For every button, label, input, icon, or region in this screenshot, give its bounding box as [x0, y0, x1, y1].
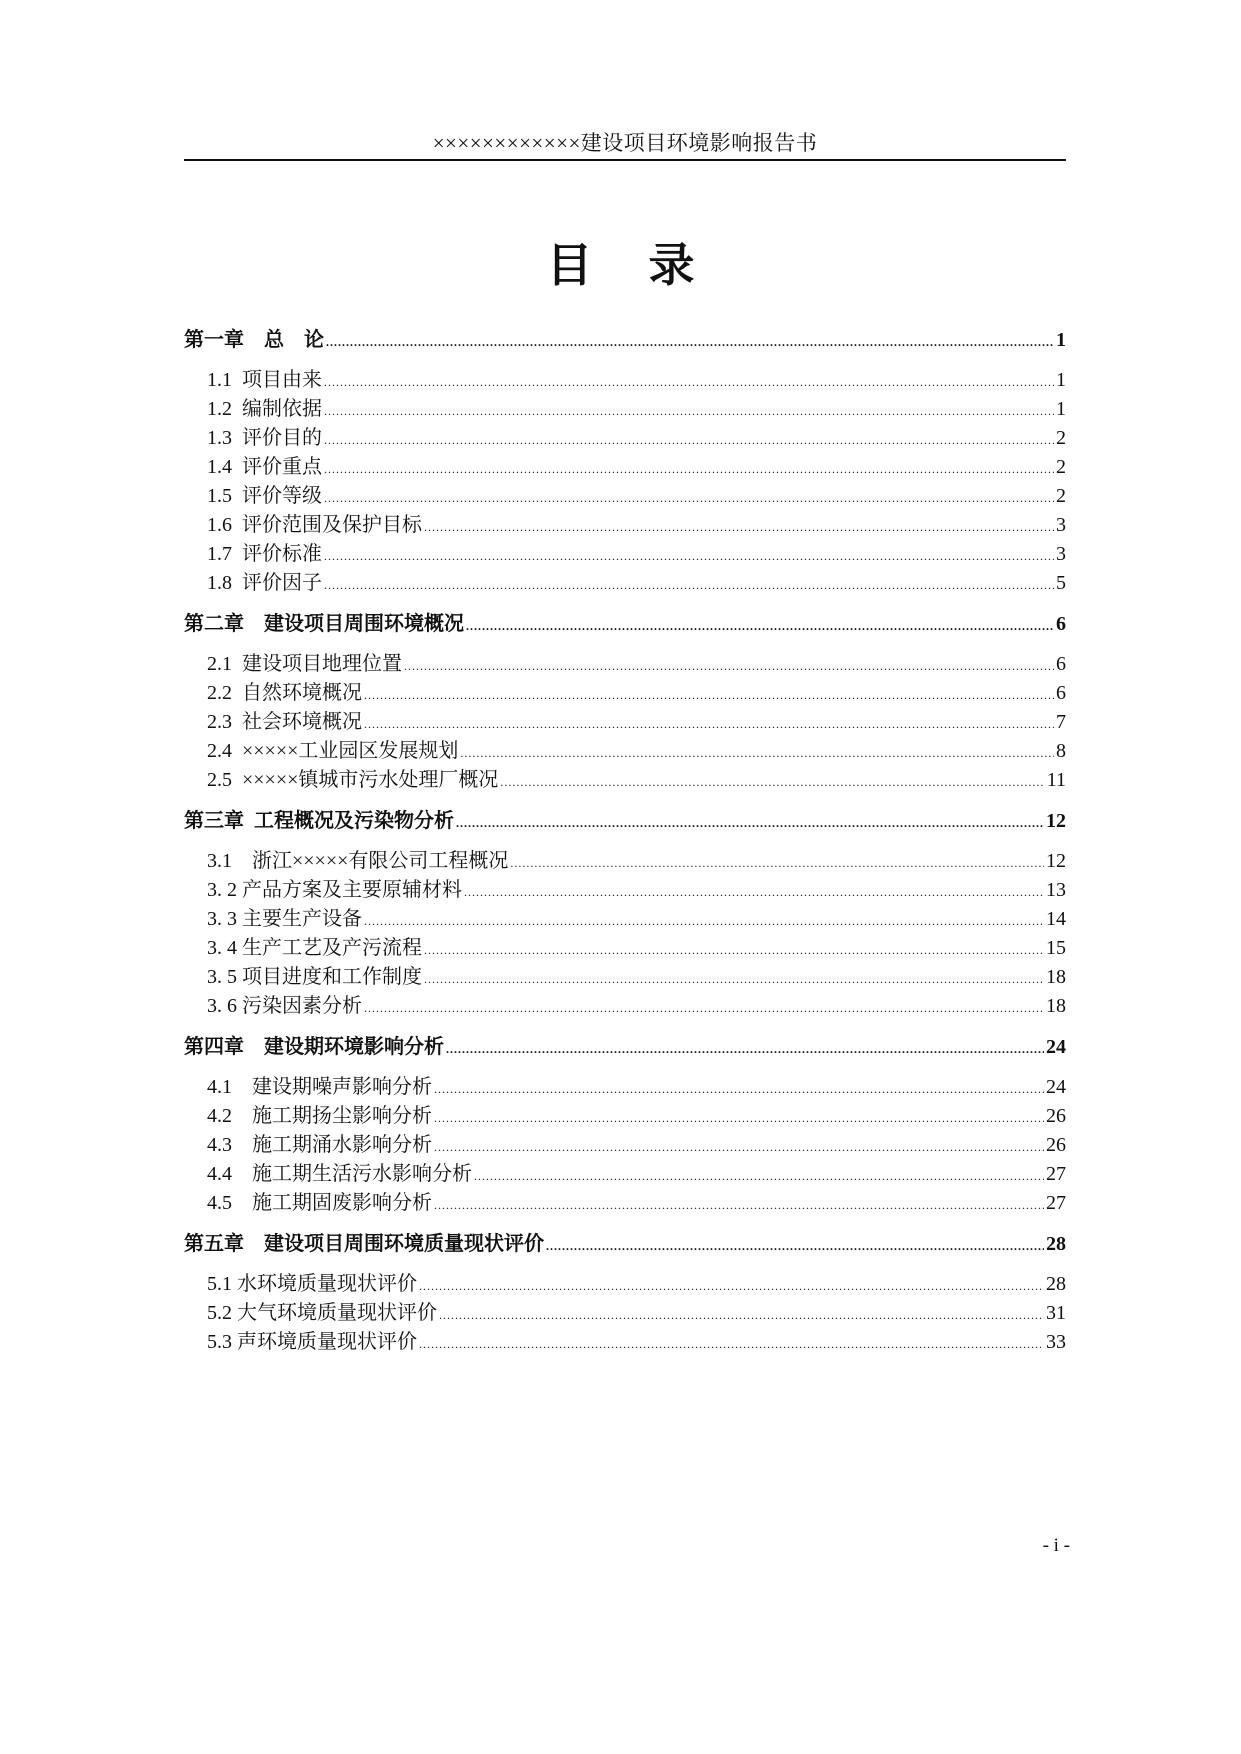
toc-section-entry[interactable] [184, 904, 1066, 934]
toc-entry-page-number: 12 [1046, 850, 1066, 872]
toc-entry-page-number: 27 [1046, 1163, 1066, 1185]
toc-entry-label: 3. 4 生产工艺及产污流程 [207, 937, 422, 959]
toc-dot-leader [500, 765, 1044, 797]
toc-entry-label: 第四章 建设期环境影响分析 [184, 1036, 444, 1058]
toc-entry-page-number: 2 [1056, 427, 1066, 449]
toc-entry-page-number: 3 [1056, 543, 1066, 565]
toc-section-entry[interactable] [184, 875, 1066, 905]
toc-entry-label: 第三章 工程概况及污染物分析 [184, 810, 454, 832]
page-number: - i - [1042, 1535, 1070, 1556]
toc-section-entry[interactable] [184, 568, 1066, 598]
toc-section-entry[interactable] [184, 394, 1066, 424]
toc-entry-page-number: 18 [1046, 995, 1066, 1017]
toc-entry-label: 3. 6 污染因素分析 [207, 995, 362, 1017]
toc-entry-page-number: 26 [1046, 1134, 1066, 1156]
toc-section-entry[interactable] [184, 452, 1066, 482]
toc-entry-label: 5.3 声环境质量现状评价 [207, 1331, 417, 1353]
toc-entry-label: 2.1 建设项目地理位置 [207, 653, 402, 675]
toc-entry-label: 1.6 评价范围及保护目标 [207, 514, 422, 536]
toc-entry-label: 1.1 项目由来 [207, 369, 322, 391]
toc-chapter-entry[interactable] [184, 1229, 1066, 1259]
toc-section-entry[interactable] [184, 510, 1066, 540]
toc-entry-label: 2.4 ×××××工业园区发展规划 [207, 740, 459, 762]
toc-heading-left: 目 [546, 240, 593, 291]
toc-section-entry[interactable] [184, 962, 1066, 992]
toc-section-entry[interactable] [184, 1072, 1066, 1102]
toc-dot-leader [434, 1130, 1044, 1162]
toc-entry-page-number: 8 [1056, 740, 1066, 762]
toc-dot-leader [510, 846, 1044, 878]
toc-chapter-entry[interactable] [184, 806, 1066, 836]
toc-entry-page-number: 13 [1046, 879, 1066, 901]
toc-entry-page-number: 1 [1056, 398, 1066, 420]
toc-entry-page-number: 6 [1056, 682, 1066, 704]
toc-entry-label: 第一章 总 论 [184, 329, 324, 351]
toc-heading [0, 236, 1241, 296]
toc-section-entry[interactable] [184, 1130, 1066, 1160]
toc-dot-leader [464, 875, 1044, 907]
toc-entry-page-number: 2 [1056, 485, 1066, 507]
toc-entry-page-number: 28 [1046, 1233, 1066, 1255]
toc-dot-leader [324, 481, 1054, 513]
page-header-title: ××××××××××××建设项目环境影响报告书 [432, 131, 818, 155]
toc-section-entry[interactable] [184, 423, 1066, 453]
toc-dot-leader [424, 933, 1044, 965]
toc-entry-label: 1.7 评价标准 [207, 543, 322, 565]
toc-section-entry[interactable] [184, 765, 1066, 795]
toc-dot-leader [434, 1188, 1044, 1220]
toc-section-entry[interactable] [184, 1298, 1066, 1328]
toc-section-entry[interactable] [184, 1327, 1066, 1357]
toc-entry-page-number: 26 [1046, 1105, 1066, 1127]
toc-entry-label: 第五章 建设项目周围环境质量现状评价 [184, 1233, 544, 1255]
toc-heading-right: 录 [648, 240, 695, 291]
toc-entry-page-number: 15 [1046, 937, 1066, 959]
toc-dot-leader [456, 806, 1044, 838]
toc-entry-page-number: 33 [1046, 1331, 1066, 1353]
toc-section-entry[interactable] [184, 1101, 1066, 1131]
toc-entry-page-number: 1 [1056, 329, 1066, 351]
toc-dot-leader [439, 1298, 1044, 1330]
toc-dot-leader [446, 1032, 1044, 1064]
toc-entry-page-number: 28 [1046, 1273, 1066, 1295]
header-divider [184, 159, 1066, 161]
toc-entry-label: 第二章 建设项目周围环境概况 [184, 613, 464, 635]
toc-entry-label: 1.4 评价重点 [207, 456, 322, 478]
toc-entry-page-number: 7 [1056, 711, 1066, 733]
toc-dot-leader [419, 1327, 1044, 1359]
toc-dot-leader [419, 1269, 1044, 1301]
toc-dot-leader [364, 904, 1044, 936]
toc-dot-leader [460, 736, 1054, 768]
toc-dot-leader [324, 423, 1054, 455]
toc-entry-page-number: 6 [1056, 653, 1066, 675]
toc-chapter-entry[interactable] [184, 609, 1066, 639]
toc-dot-leader [424, 962, 1044, 994]
toc-entry-page-number: 1 [1056, 369, 1066, 391]
toc-section-entry[interactable] [184, 539, 1066, 569]
toc-entry-label: 2.2 自然环境概况 [207, 682, 362, 704]
toc-section-entry[interactable] [184, 365, 1066, 395]
toc-dot-leader [434, 1072, 1044, 1104]
toc-section-entry[interactable] [184, 481, 1066, 511]
toc-entry-label: 5.2 大气环境质量现状评价 [207, 1302, 437, 1324]
toc-dot-leader [364, 707, 1054, 739]
toc-entry-label: 4.4 施工期生活污水影响分析 [207, 1163, 472, 1185]
toc-section-entry[interactable] [184, 736, 1066, 766]
toc-section-entry[interactable] [184, 1269, 1066, 1299]
toc-entry-label: 1.2 编制依据 [207, 398, 322, 420]
toc-entry-label: 3. 3 主要生产设备 [207, 908, 362, 930]
toc-entry-page-number: 11 [1046, 769, 1066, 791]
toc-dot-leader [474, 1159, 1044, 1191]
toc-dot-leader [324, 539, 1054, 571]
toc-dot-leader [324, 452, 1054, 484]
toc-entry-label: 1.8 评价因子 [207, 572, 322, 594]
toc-section-entry[interactable] [184, 933, 1066, 963]
toc-entry-page-number: 12 [1046, 810, 1066, 832]
toc-entry-page-number: 27 [1046, 1192, 1066, 1214]
toc-entry-page-number: 6 [1056, 613, 1066, 635]
toc-entry-label: 3. 5 项目进度和工作制度 [207, 966, 422, 988]
toc-entry-label: 4.1 建设期噪声影响分析 [207, 1076, 432, 1098]
toc-dot-leader [364, 678, 1054, 710]
toc-entry-page-number: 3 [1056, 514, 1066, 536]
toc-dot-leader [324, 394, 1054, 426]
toc-dot-leader [424, 510, 1054, 542]
toc-section-entry[interactable] [184, 991, 1066, 1021]
toc-entry-label: 2.3 社会环境概况 [207, 711, 362, 733]
toc-entry-label: 2.5 ×××××镇城市污水处理厂概况 [207, 769, 499, 791]
toc-entry-label: 3.1 浙江×××××有限公司工程概况 [207, 850, 509, 872]
toc-section-entry[interactable] [184, 707, 1066, 737]
toc-dot-leader [466, 609, 1054, 641]
toc-entry-label: 4.2 施工期扬尘影响分析 [207, 1105, 432, 1127]
toc-entry-page-number: 14 [1046, 908, 1066, 930]
toc-entry-page-number: 5 [1056, 572, 1066, 594]
toc-entry-label: 1.3 评价目的 [207, 427, 322, 449]
toc-section-entry[interactable] [184, 649, 1066, 679]
toc-section-entry[interactable] [184, 846, 1066, 876]
toc-entry-label: 3. 2 产品方案及主要原辅材料 [207, 879, 462, 901]
toc-dot-leader [364, 991, 1044, 1023]
toc-section-entry[interactable] [184, 1188, 1066, 1218]
toc-entry-label: 4.5 施工期固废影响分析 [207, 1192, 432, 1214]
toc-dot-leader [326, 325, 1054, 357]
toc-entry-label: 1.5 评价等级 [207, 485, 322, 507]
toc-entry-page-number: 18 [1046, 966, 1066, 988]
toc-dot-leader [324, 568, 1054, 600]
toc-chapter-entry[interactable] [184, 1032, 1066, 1062]
toc-entry-label: 5.1 水环境质量现状评价 [207, 1273, 417, 1295]
toc-entry-page-number: 2 [1056, 456, 1066, 478]
toc-section-entry[interactable] [184, 1159, 1066, 1189]
toc-entry-label: 4.3 施工期涌水影响分析 [207, 1134, 432, 1156]
toc-section-entry[interactable] [184, 678, 1066, 708]
toc-dot-leader [434, 1101, 1044, 1133]
toc-dot-leader [404, 649, 1054, 681]
toc-entry-page-number: 31 [1046, 1302, 1066, 1324]
toc-entry-page-number: 24 [1046, 1036, 1066, 1058]
toc-dot-leader [546, 1229, 1044, 1261]
toc-dot-leader [324, 365, 1054, 397]
toc-entry-page-number: 24 [1046, 1076, 1066, 1098]
toc-chapter-entry[interactable] [184, 325, 1066, 355]
